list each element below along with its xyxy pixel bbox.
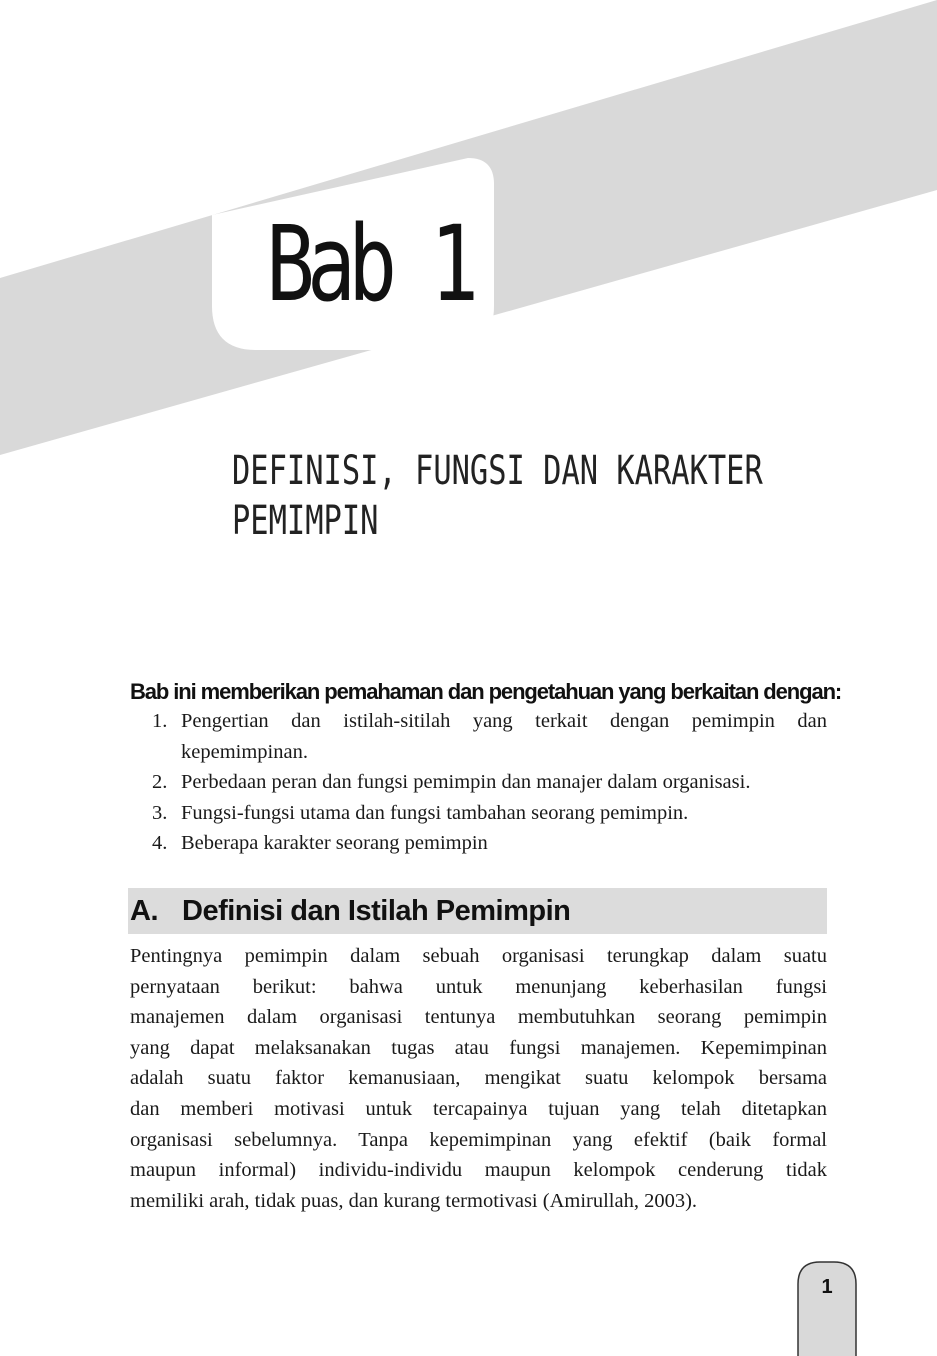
page-number: 1 bbox=[821, 1276, 833, 1298]
objectives-heading: Bab ini memberikan pemahaman dan pengetahuan yang berkaitan dengan: bbox=[130, 679, 842, 704]
chapter-subtitle-line: DEFINISI, FUNGSI DAN KARAKTER bbox=[232, 448, 763, 494]
objective-text: Perbedaan peran dan fungsi pemimpin dan manajer dalam organisasi. bbox=[181, 771, 751, 793]
paragraph-line: memiliki arah, tidak puas, dan kurang termotivasi (Amirullah, 2003). bbox=[130, 1189, 698, 1212]
section-title: Definisi dan Istilah Pemimpin bbox=[182, 895, 571, 927]
body-paragraph bbox=[130, 941, 827, 1216]
chapter-subtitle-line: PEMIMPIN bbox=[232, 498, 379, 544]
paragraph-line: pernyataan berikut: bahwa untuk menunjang keberhasilan fungsi bbox=[130, 975, 827, 998]
paragraph-line: yang dapat melaksanakan tugas atau fungsi manajemen. Kepemimpinan bbox=[130, 1036, 827, 1059]
objective-number: 1. bbox=[152, 710, 168, 732]
paragraph-line: Pentingnya pemimpin dalam sebuah organisasi terungkap dalam suatu bbox=[130, 945, 827, 967]
objective-item bbox=[130, 767, 827, 798]
objectives-list bbox=[130, 706, 827, 859]
objective-number: 4. bbox=[152, 832, 168, 854]
objective-text: Pengertian dan istilah-sitilah yang terkait dengan pemimpin dan kepemimpinan. bbox=[181, 710, 827, 763]
paragraph-line: dan memberi motivasi untuk tercapainya tujuan yang telah ditetapkan bbox=[130, 1097, 827, 1120]
objective-item bbox=[130, 798, 827, 829]
objective-text: Fungsi-fungsi utama dan fungsi tambahan seorang pemimpin. bbox=[181, 801, 689, 824]
paragraph-line: organisasi sebelumnya. Tanpa kepemimpinan yang efektif (baik formal bbox=[130, 1128, 827, 1151]
objective-number: 3. bbox=[152, 801, 168, 824]
objective-number: 2. bbox=[152, 771, 168, 793]
objective-item bbox=[130, 706, 827, 767]
chapter-title: Bab 1 bbox=[266, 203, 472, 325]
objective-text: Beberapa karakter seorang pemimpin bbox=[181, 832, 488, 854]
objective-item bbox=[130, 828, 827, 859]
section-heading bbox=[128, 888, 827, 934]
paragraph-line: manajemen dalam organisasi tentunya membutuhkan seorang pemimpin bbox=[130, 1006, 827, 1029]
chapter-subtitle bbox=[232, 446, 763, 546]
paragraph-line: adalah suatu faktor kemanusiaan, mengikat suatu kelompok bersama bbox=[130, 1067, 827, 1090]
section-letter: A. bbox=[130, 895, 158, 927]
paragraph-line: maupun informal) individu-individu maupun kelompok cenderung tidak bbox=[130, 1159, 827, 1182]
